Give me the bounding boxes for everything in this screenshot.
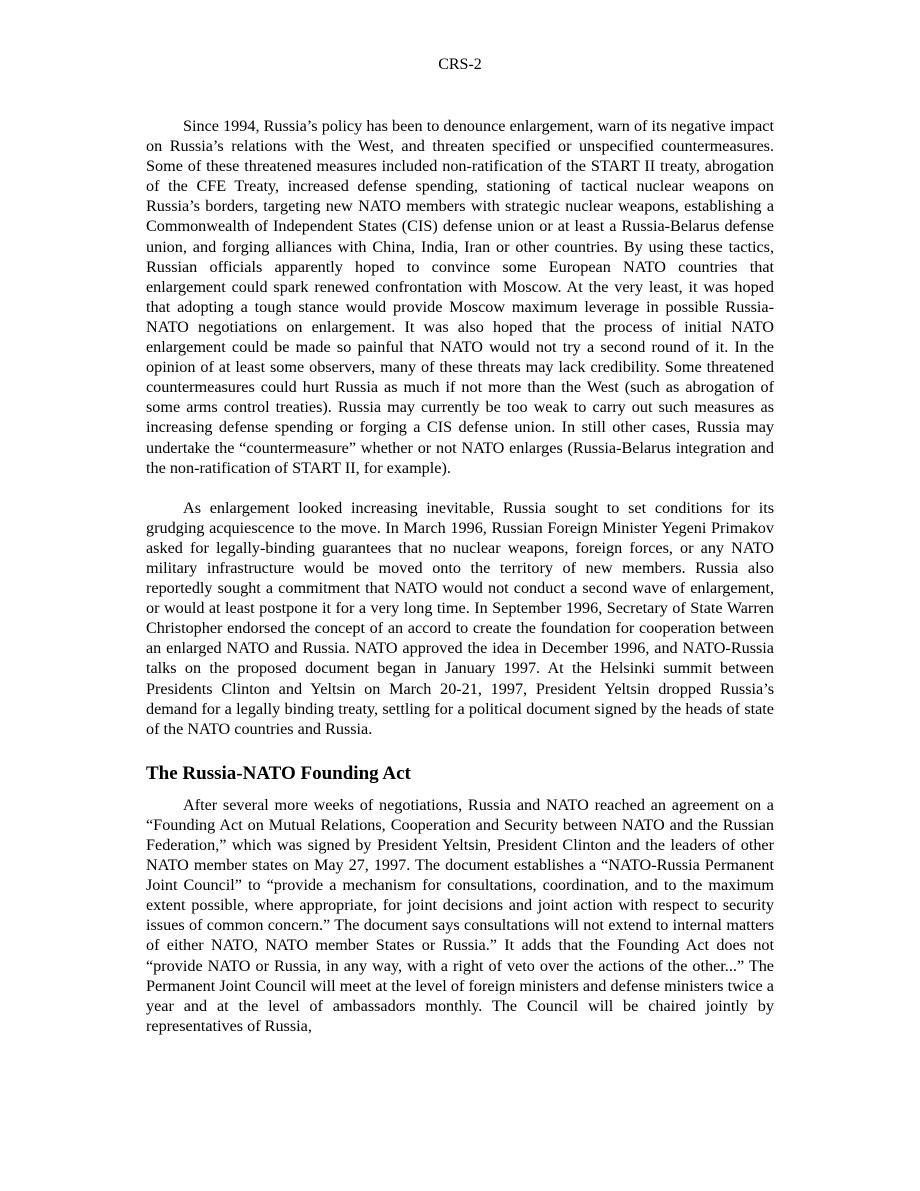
section-heading: The Russia-NATO Founding Act (146, 762, 411, 784)
page-number: CRS-2 (438, 56, 482, 73)
paragraph-enlargement-conditions: As enlargement looked increasing inevitable, Russia sought to set conditions for its grudging acquiescence to the move. In March 1996, Russian Foreign Minister Yegeni Primakov asked for legally-binding guarantees that no nuclear weapons, foreign forces, or any NATO military infrastructure would be moved onto the territory of new members. Russia also reportedly sought a commitment that NATO would not conduct a second wave of enlargement, or would at least postpone it for a very long time. In September 1996, Secretary of State Warren Christopher endorsed the concept of an accord to create the foundation for cooperation between an enlarged NATO and Russia. NATO approved the idea in December 1996, and NATO-Russia talks on the proposed document began in January 1997. At the Helsinki summit between Presidents Clinton and Yeltsin on March 20-21, 1997, President Yeltsin dropped Russia’s demand for a legally binding treaty, settling for a political document signed by the heads of state of the NATO countries and Russia. (146, 498, 774, 738)
paragraph-founding-act: After several more weeks of negotiations, Russia and NATO reached an agreement on a “Founding Act on Mutual Relations, Cooperation and Security between NATO and the Russian Federation,” which was signed by President Yeltsin, President Clinton and the leaders of other NATO member states on May 27, 1997. The document establishes a “NATO-Russia Permanent Joint Council” to “provide a mechanism for consultations, coordination, and to the maximum extent possible, where appropriate, for joint decisions and joint action with respect to security issues of common concern.” The document says consultations will not extend to internal matters of either NATO, NATO member States or Russia.” It adds that the Founding Act does not “provide NATO or Russia, in any way, with a right of veto over the actions of the other...” The Permanent Joint Council will meet at the level of foreign ministers and defense ministers twice a year and at the level of ambassadors monthly. The Council will be chaired jointly by representatives of Russia, (146, 795, 774, 1035)
paragraph-russia-policy: Since 1994, Russia’s policy has been to denounce enlargement, warn of its negative impact on Russia’s relations with the West, and threaten specified or unspecified countermeasures. Some of these threatened measures included non-ratification of the START II treaty, abrogation of the CFE Treaty, increased defense spending, stationing of tactical nuclear weapons on Russia’s borders, targeting new NATO members with strategic nuclear weapons, establishing a Commonwealth of Independent States (CIS) defense union or at least a Russia-Belarus defense union, and forging alliances with China, India, Iran or other countries. By using these tactics, Russian officials apparently hoped to convince some European NATO countries that enlargement could spark renewed confrontation with Moscow. At the very least, it was hoped that adopting a tough stance would provide Moscow maximum leverage in possible Russia-NATO negotiations on enlargement. It was also hoped that the process of initial NATO enlargement could be made so painful that NATO would not try a second round of it. In the opinion of at least some observers, many of these threats may lack credibility. Some threatened countermeasures could hurt Russia as much if not more than the West (such as abrogation of some arms control treaties). Russia may currently be too weak to carry out such measures as increasing defense spending or forging a CIS defense union. In still other cases, Russia may undertake the “countermeasure” whether or not NATO enlarges (Russia-Belarus integration and the non-ratification of START II, for example). (146, 117, 774, 477)
document-body (146, 116, 774, 1056)
